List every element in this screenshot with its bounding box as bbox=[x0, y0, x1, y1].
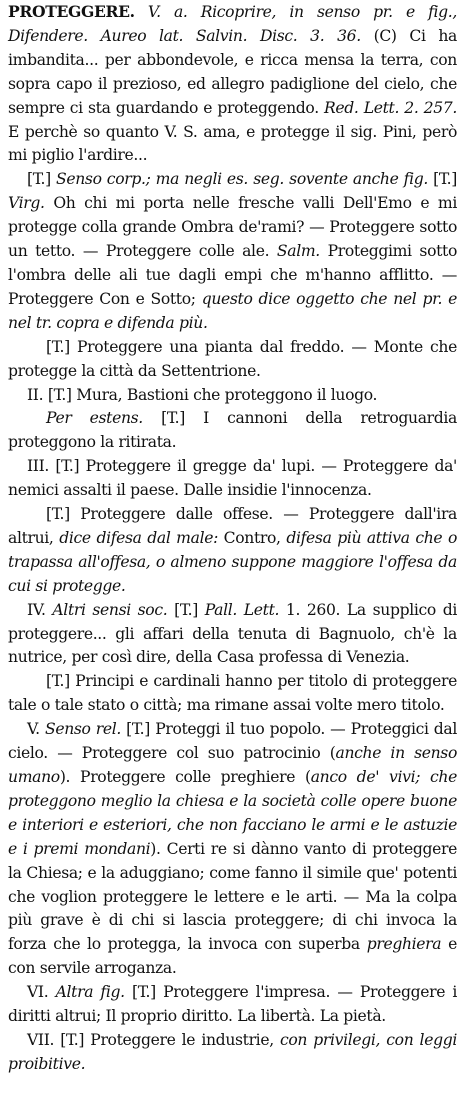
example-text: VI. bbox=[27, 983, 56, 1002]
example-text: [T.] Proteggi il tuo popolo. — Proteggici dal cielo. — Proteggere col suo patrocinio ( bbox=[8, 720, 458, 763]
example-text: (C) Ci ha imbandita... per abbondevole, e ricca mensa la terra, con sopra capo il prezioso, ed allegro padiglione del cielo, che sempre ci sta guardando e proteggendo. bbox=[8, 26, 457, 117]
sense-label: Altri sensi soc. bbox=[52, 600, 168, 619]
entry-paragraph-9 bbox=[8, 670, 457, 718]
entry-paragraph-1 bbox=[8, 0, 457, 168]
note-text: anche in senso umano bbox=[8, 744, 458, 786]
entry-paragraph-10 bbox=[8, 718, 457, 981]
note-text: anco de' vivi; che proteggono meglio la chiesa e la società colle opere buone e interiori e esteriori, che non facciano le armi e le astuzie e i premi mondani bbox=[8, 768, 457, 858]
note-text: questo dice oggetto che nel pr. e nel tr. copra e difenda più. bbox=[8, 289, 457, 332]
tag-marker: [T.] bbox=[427, 170, 457, 189]
example-text: [T.] Proteggere una pianta dal freddo. — Monte che protegge la città da Settentrione. bbox=[8, 337, 457, 380]
citation: Salm. bbox=[276, 242, 320, 261]
entry-paragraph-8 bbox=[8, 599, 457, 671]
example-text: E perchè so quanto V. S. ama, e protegge il sig. Pini, però mi piglio l'ardire... bbox=[8, 122, 457, 165]
example-text: [T.] Proteggere l'impresa. — Proteggere i diritti altrui; Il proprio diritto. La libertà. La pietà. bbox=[8, 983, 458, 1026]
sense-label: Senso corp.; ma negli es. seg. sovente anche fig. bbox=[56, 170, 428, 189]
entry-paragraph-2 bbox=[8, 168, 457, 335]
sense-label: Altra fig. bbox=[55, 983, 125, 1002]
citation: Pall. Lett. bbox=[204, 600, 280, 619]
note-text: con privilegi, con leggi proibitive. bbox=[8, 1030, 457, 1073]
citation: Virg. bbox=[8, 194, 45, 213]
example-text: III. [T.] Proteggere il gregge da' lupi. — Proteggere da' nemici assalti il paese. Dalle insidie l'innocenza. bbox=[8, 457, 457, 500]
sense-label: Per estens. bbox=[46, 409, 143, 428]
example-text: [T.] I cannoni della retroguardia proteggono la ritirata. bbox=[8, 409, 457, 452]
example-text: [T.] Principi e cardinali hanno per titolo di proteggere tale o tale stato o città; ma rimane assai volte mero titolo. bbox=[8, 672, 457, 715]
definition-text: V. a. Ricoprire, in senso pr. e fig., Difendere. Aureo lat. Salvin. Disc. 3. 36. bbox=[8, 3, 457, 45]
entry-paragraph-12 bbox=[8, 1029, 457, 1077]
example-text: VII. [T.] Proteggere le industrie, bbox=[27, 1030, 280, 1049]
example-text: IV. bbox=[27, 600, 53, 619]
entry-paragraph-3 bbox=[8, 336, 457, 384]
note-text: difesa più attiva che o trapassa all'offesa, o almeno suppone maggiore l'offesa da cui si protegge. bbox=[8, 528, 458, 595]
example-text: e con servile arroganza. bbox=[8, 935, 457, 978]
example-text: ). Proteggere colle preghiere ( bbox=[59, 768, 311, 786]
headword: PROTEGGERE. bbox=[8, 2, 135, 21]
entry-paragraph-4 bbox=[8, 384, 457, 408]
example-text: V. bbox=[27, 720, 45, 739]
sense-label: Senso rel. bbox=[44, 720, 121, 739]
example-text: [T.] Proteggere dalle offese. — Proteggere dall'ira altrui, bbox=[8, 505, 457, 547]
tag-marker: [T.] bbox=[167, 600, 205, 619]
example-text: Oh chi mi porta nelle fresche valli Dell'Emo e mi protegge colla grande Ombra de'rami? — Proteggere sotto un tetto. — Proteggere colle ale. bbox=[8, 194, 457, 261]
entry-paragraph-7 bbox=[8, 503, 457, 599]
tag-marker: [T.] bbox=[27, 170, 57, 189]
note-text: preghiera bbox=[366, 935, 442, 954]
example-text: ). Certi re si dànno vanto di proteggere la Chiesa; e la aduggiano; come fanno il simile que' potenti che voglion proteggere le lettere e le arti. — Ma la colpa più grave è di chi si lascia proteggere; di chi invoca la forza che lo protegga, la invoca con superba bbox=[8, 839, 458, 954]
entry-paragraph-6 bbox=[8, 455, 457, 503]
note-text: dice difesa dal male: bbox=[59, 528, 218, 547]
citation: Red. Lett. 2. 257. bbox=[324, 98, 457, 117]
example-text: 1. 260. La supplico di proteggere... gli affari della tenuta di Bagnuolo, ch'è la nutrice, per così dire, della Casa professa di Venezia. bbox=[8, 600, 458, 667]
entry-paragraph-5 bbox=[8, 407, 457, 455]
example-text: Contro, bbox=[218, 528, 287, 547]
entry-paragraph-11 bbox=[8, 981, 457, 1029]
example-text: II. [T.] Mura, Bastioni che proteggono il luogo. bbox=[27, 385, 378, 404]
example-text: Proteggimi sotto l'ombra delle ali tue dagli empi che m'hanno afflitto. — Proteggere Con e Sotto; bbox=[8, 242, 457, 308]
